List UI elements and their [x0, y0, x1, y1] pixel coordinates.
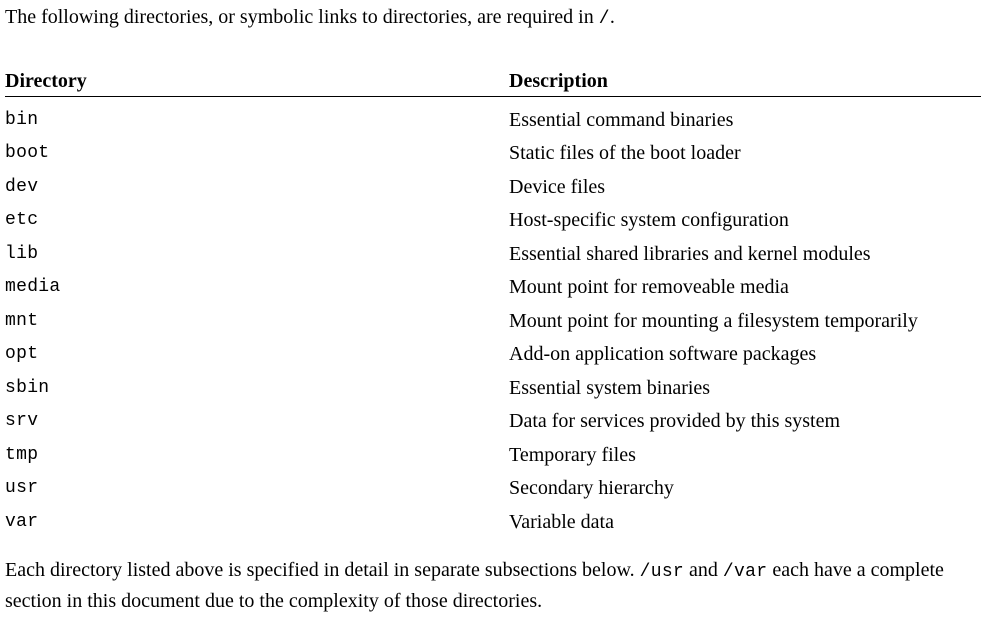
table-row	[5, 505, 981, 539]
var-path: /var	[722, 562, 768, 582]
description-cell: Device files	[509, 175, 606, 198]
directory-cell: var	[5, 511, 39, 532]
directory-cell: sbin	[5, 377, 50, 398]
description-cell: Host-specific system configuration	[509, 209, 789, 232]
table-row	[5, 405, 981, 439]
intro-paragraph	[5, 3, 615, 34]
outro-text-3: each have a complete section in this document due to the complexity of those directories.	[5, 559, 944, 612]
table-header	[5, 67, 981, 97]
outro-text-2: and	[684, 559, 723, 581]
table-body	[5, 97, 981, 539]
directory-cell: boot	[5, 143, 50, 164]
directory-cell: lib	[5, 243, 39, 264]
description-cell: Variable data	[509, 510, 614, 533]
directory-cell: bin	[5, 109, 39, 130]
outro-text-1: Each directory listed above is specified in detail in separate subsections below.	[5, 559, 640, 581]
table-row	[5, 472, 981, 506]
header-directory: Directory	[5, 70, 87, 92]
description-cell: Essential command binaries	[509, 108, 734, 131]
directory-cell: tmp	[5, 444, 39, 465]
usr-path: /usr	[639, 562, 685, 582]
table-row	[5, 237, 981, 271]
intro-text: The following directories, or symbolic links to directories, are required in	[5, 6, 599, 28]
directory-cell: usr	[5, 478, 39, 499]
table-row	[5, 371, 981, 405]
description-cell: Data for services provided by this system	[509, 410, 841, 433]
table-row	[5, 438, 981, 472]
directory-table	[5, 67, 981, 539]
description-cell: Secondary hierarchy	[509, 477, 674, 500]
table-row	[5, 304, 981, 338]
directory-cell: dev	[5, 176, 39, 197]
description-cell: Essential system binaries	[509, 376, 711, 399]
directory-cell: opt	[5, 344, 39, 365]
outro-paragraph	[5, 556, 981, 616]
description-cell: Static files of the boot loader	[509, 142, 741, 165]
directory-cell: srv	[5, 411, 39, 432]
table-row	[5, 103, 981, 137]
description-cell: Temporary files	[509, 443, 636, 466]
table-row	[5, 338, 981, 372]
directory-cell: media	[5, 277, 61, 298]
table-row	[5, 137, 981, 171]
description-cell: Mount point for removeable media	[509, 276, 789, 299]
header-description: Description	[509, 70, 608, 92]
directory-cell: etc	[5, 210, 39, 231]
directory-cell: mnt	[5, 310, 39, 331]
description-cell: Essential shared libraries and kernel modules	[509, 242, 871, 265]
table-row	[5, 204, 981, 238]
table-row	[5, 170, 981, 204]
root-path: /	[598, 9, 610, 29]
description-cell: Mount point for mounting a filesystem temporarily	[509, 309, 918, 332]
intro-period: .	[609, 6, 615, 28]
description-cell: Add-on application software packages	[509, 343, 817, 366]
table-row	[5, 271, 981, 305]
